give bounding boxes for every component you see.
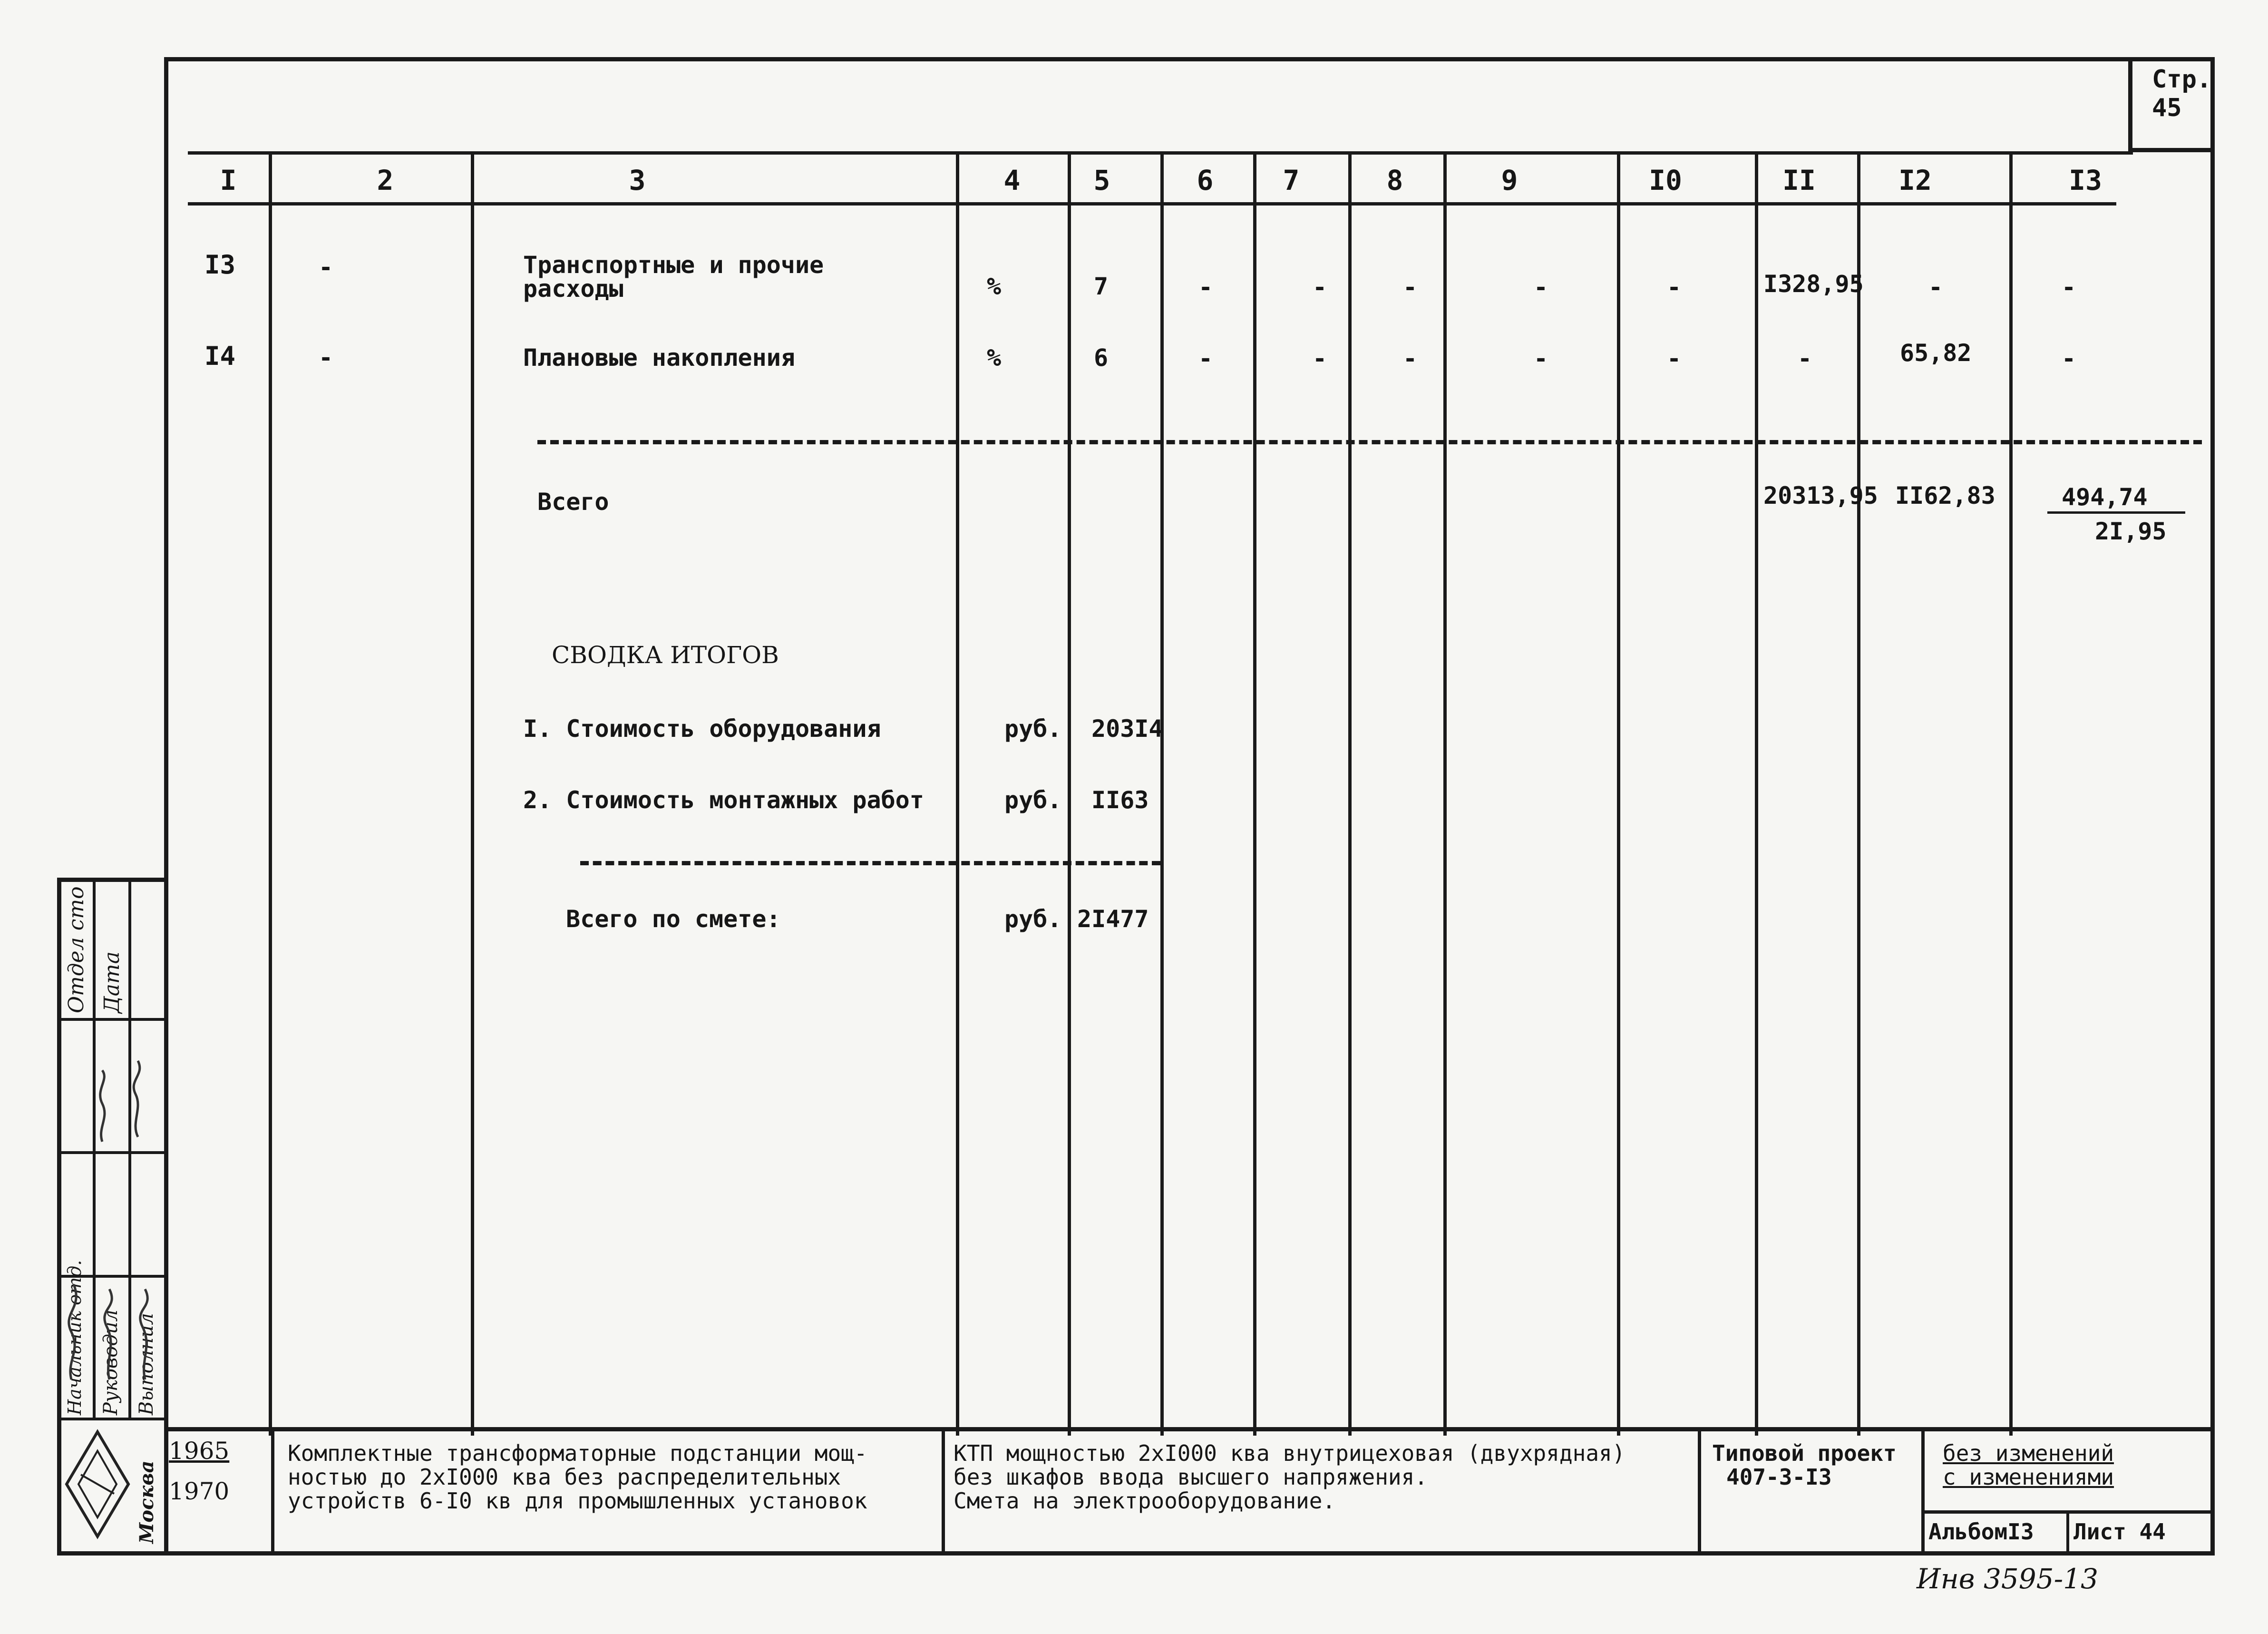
summary-title: СВОДКА ИТОГОВ bbox=[552, 641, 779, 669]
col-header-6: 6 bbox=[1197, 164, 1214, 196]
label-data: Дата bbox=[100, 951, 124, 1013]
label-otdel: Отдел сто bbox=[64, 886, 88, 1013]
titleblock-sep bbox=[1921, 1427, 1925, 1556]
row-13-col12: - bbox=[1928, 274, 1943, 301]
year-2: 1970 bbox=[169, 1477, 230, 1505]
row-13-number: I3 bbox=[204, 250, 236, 280]
summary-item-1-value: 203I4 bbox=[1091, 715, 1163, 743]
project-description-line2: ностью до 2хI000 ква без распределительных bbox=[288, 1464, 841, 1490]
total-col12: II62,83 bbox=[1895, 482, 1995, 509]
summary-item-2-label: 2. Стоимость монтажных работ bbox=[523, 786, 924, 814]
row-14-col9: - bbox=[1533, 345, 1548, 372]
col-header-10: I0 bbox=[1649, 164, 1682, 196]
header-bottom-line bbox=[188, 202, 2116, 205]
total-col11: 20313,95 bbox=[1763, 482, 1878, 509]
row-14-col10: - bbox=[1666, 345, 1682, 372]
col-header-4: 4 bbox=[1003, 164, 1021, 196]
col-sep bbox=[1253, 151, 1256, 1436]
col-sep bbox=[1755, 151, 1758, 1436]
status-with-changes: с изменениями bbox=[1943, 1464, 2114, 1490]
album-number: АльбомI3 bbox=[1928, 1519, 2034, 1545]
institute-logo bbox=[62, 1422, 133, 1546]
grand-total-label: Всего по смете: bbox=[566, 905, 781, 933]
project-description-line1: Комплектные трансформаторные подстанции мощ- bbox=[288, 1440, 867, 1466]
row-13-col6: - bbox=[1198, 274, 1213, 301]
total-col13-fraction-line bbox=[2047, 511, 2185, 514]
row-13-col5: 7 bbox=[1094, 273, 1109, 300]
row-13-col13: - bbox=[2061, 274, 2076, 301]
object-line1: КТП мощностью 2хI000 ква внутрицеховая (двухрядная) bbox=[954, 1440, 1626, 1466]
row-13-unit: % bbox=[987, 273, 1002, 300]
frame-bottom bbox=[57, 1551, 2215, 1556]
col-header-9: 9 bbox=[1501, 164, 1518, 196]
col-header-1: I bbox=[220, 164, 237, 196]
row-14-unit: % bbox=[987, 344, 1002, 372]
summary-separator bbox=[580, 861, 1160, 865]
col-sep bbox=[1443, 151, 1447, 1436]
inventory-number: Инв 3595-13 bbox=[1917, 1563, 2098, 1595]
label-vypolnil: Выполнил bbox=[136, 1313, 157, 1415]
row-14-col7: - bbox=[1312, 345, 1327, 372]
row-13-name-line1: Транспортные и прочие bbox=[523, 251, 824, 279]
object-line2: без шкафов ввода высшего напряжения. bbox=[954, 1464, 1428, 1490]
total-col13-top: 494,74 bbox=[2062, 483, 2148, 511]
summary-item-2-value: II63 bbox=[1091, 786, 1149, 814]
row-13-col10: - bbox=[1666, 274, 1682, 301]
project-description-line3: устройств 6-I0 кв для промышленных установок bbox=[288, 1488, 867, 1514]
row-14-col11: - bbox=[1797, 345, 1812, 372]
page-number: 45 bbox=[2152, 94, 2182, 122]
row-13-col11: I328,95 bbox=[1763, 270, 1864, 298]
col-sep bbox=[471, 151, 474, 1436]
row-13-col9: - bbox=[1533, 274, 1548, 301]
row-14-col8: - bbox=[1402, 345, 1418, 372]
label-nachalnik: Начальник отд. bbox=[64, 1260, 85, 1415]
signature-row-sep bbox=[57, 1418, 168, 1420]
page-label: Стр. bbox=[2152, 65, 2212, 94]
row-14-col5: 6 bbox=[1094, 344, 1109, 372]
summary-item-1-label: I. Стоимость оборудования bbox=[523, 715, 881, 743]
status-no-changes: без изменений bbox=[1943, 1440, 2114, 1466]
total-label: Всего bbox=[537, 488, 609, 516]
titleblock-sep bbox=[1698, 1427, 1701, 1556]
total-col13-bottom: 2I,95 bbox=[2095, 518, 2167, 545]
col-header-13: I3 bbox=[2069, 164, 2102, 196]
row-14-col13: - bbox=[2061, 345, 2076, 372]
object-line3: Смета на электрооборудование. bbox=[954, 1488, 1336, 1514]
project-label: Типовой проект bbox=[1712, 1440, 1897, 1466]
row-14-name: Плановые накопления bbox=[523, 344, 795, 372]
frame-right bbox=[2210, 57, 2215, 1556]
col-sep bbox=[1617, 151, 1620, 1436]
signature-scribbles bbox=[57, 1018, 168, 1418]
summary-item-2-unit: руб. bbox=[1004, 786, 1062, 814]
col-header-2: 2 bbox=[377, 164, 394, 196]
col-header-8: 8 bbox=[1386, 164, 1403, 196]
col-header-12: I2 bbox=[1898, 164, 1932, 196]
frame-top bbox=[164, 57, 2215, 61]
titleblock-sep bbox=[271, 1427, 274, 1556]
col-sep bbox=[269, 151, 272, 1436]
titleblock-sep bbox=[942, 1427, 945, 1556]
row-14-col2: - bbox=[319, 344, 333, 372]
titleblock-top bbox=[164, 1427, 2215, 1431]
col-header-5: 5 bbox=[1093, 164, 1110, 196]
col-header-7: 7 bbox=[1283, 164, 1300, 196]
label-moskva: Москва bbox=[136, 1460, 158, 1544]
album-box-sep bbox=[2066, 1510, 2069, 1556]
row-14-col12: 65,82 bbox=[1900, 339, 1972, 367]
grand-total-unit: руб. bbox=[1004, 905, 1062, 933]
sheet-number: Лист 44 bbox=[2073, 1519, 2166, 1545]
row-14-col6: - bbox=[1198, 345, 1213, 372]
row-13-col2: - bbox=[319, 254, 333, 281]
row-14-number: I4 bbox=[204, 341, 236, 371]
summary-item-1-unit: руб. bbox=[1004, 715, 1062, 743]
col-sep bbox=[1857, 151, 1860, 1436]
col-sep bbox=[2009, 151, 2013, 1436]
grand-total-value: 2I477 bbox=[1077, 905, 1149, 933]
row-13-col7: - bbox=[1312, 274, 1327, 301]
label-rukovodil: Руководил bbox=[100, 1309, 122, 1415]
col-header-11: II bbox=[1782, 164, 1816, 196]
project-number: 407-3-I3 bbox=[1726, 1464, 1832, 1490]
col-sep bbox=[956, 151, 959, 1436]
col-sep bbox=[1160, 151, 1164, 1436]
col-sep bbox=[1348, 151, 1352, 1436]
year-1: 1965 bbox=[169, 1437, 230, 1465]
total-separator bbox=[537, 440, 2202, 444]
row-13-col8: - bbox=[1402, 274, 1418, 301]
col-header-3: 3 bbox=[629, 164, 646, 196]
row-13-name-line2: расходы bbox=[523, 275, 623, 303]
col-sep bbox=[1068, 151, 1071, 1436]
